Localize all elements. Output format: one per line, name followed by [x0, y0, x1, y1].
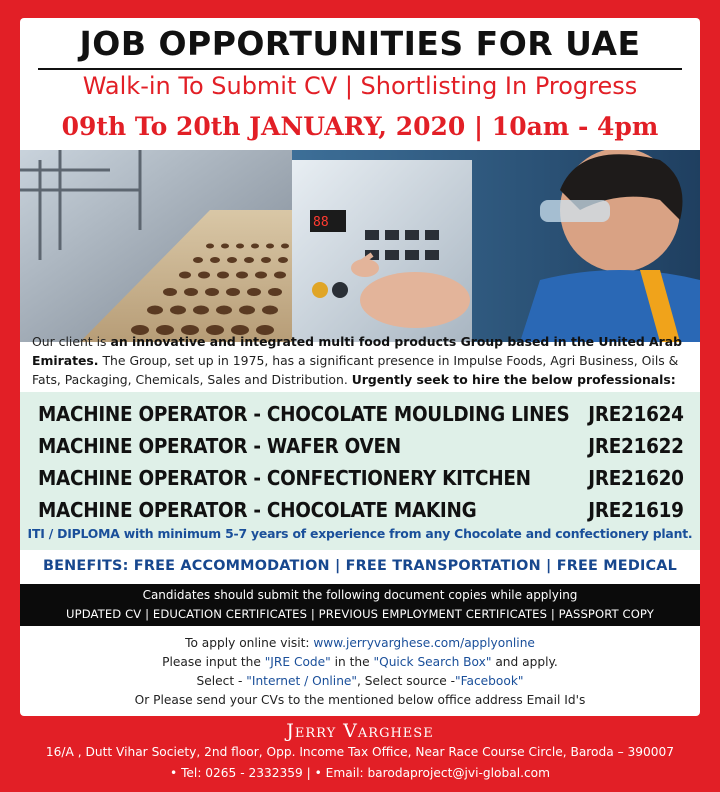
apply-online-link[interactable]: www.jerryvarghese.com/applyonline [313, 636, 535, 650]
jre-code-label: "JRE Code" [264, 655, 331, 669]
factory-illustration [20, 150, 700, 342]
intro-bold-1: an innovative and integrated multi food products Group based in the United Arab Emirates. [32, 334, 682, 368]
documents-intro: Candidates should submit the following document copies while applying [142, 588, 578, 602]
benefits-line: BENEFITS: FREE ACCOMMODATION | FREE TRANSPORTATION | FREE MEDICAL [42, 558, 678, 574]
job-row [38, 434, 684, 464]
job-title: MACHINE OPERATOR - WAFER OVEN [38, 434, 401, 458]
job-code: JRE21619 [588, 498, 684, 522]
contact-details: • Tel: 0265 - 2332359 | • Email: barodaproject@jvi-global.com [170, 766, 550, 780]
quick-search-label: "Quick Search Box" [373, 655, 492, 669]
client-description [32, 332, 688, 389]
intro-text-1: Our client is [32, 334, 111, 349]
poster-title: JOB OPPORTUNITIES FOR UAE [79, 24, 641, 63]
job-code: JRE21624 [588, 402, 684, 426]
apply-text: in the [330, 655, 374, 669]
factory-hero-image [20, 150, 700, 342]
intro-bold-2: Urgently seek to hire the below professionals: [351, 372, 676, 387]
poster-subtitle: Walk-in To Submit CV | Shortlisting In Progress [82, 72, 638, 100]
documents-banner [20, 584, 700, 626]
facebook-source-label: "Facebook" [455, 674, 524, 688]
apply-text: , Select source - [357, 674, 455, 688]
job-title: MACHINE OPERATOR - CHOCOLATE MAKING [38, 498, 477, 522]
apply-text: Please input the [162, 655, 265, 669]
job-poster-card [20, 18, 700, 716]
qualification-requirement: ITI / DIPLOMA with minimum 5-7 years of experience from any Chocolate and confectionery plant. [27, 526, 693, 541]
job-row [38, 402, 684, 432]
job-code: JRE21620 [588, 466, 684, 490]
job-list [20, 392, 700, 550]
company-brand: Jerry Varghese [286, 720, 434, 742]
job-code: JRE21622 [588, 434, 684, 458]
apply-text: and apply. [491, 655, 558, 669]
office-address: 16/A , Dutt Vihar Society, 2nd floor, Opp. Income Tax Office, Near Race Course Circle, Baroda – 390007 [45, 745, 675, 759]
job-row [38, 498, 684, 528]
intro-text-2: The Group, set up in 1975, has a significant presence in Impulse Foods, Agri Business, Oils & Fats, Packaging, Chemicals, Sales and Distribution. [32, 353, 679, 387]
apply-text: Select - [196, 674, 247, 688]
title-divider [38, 68, 682, 70]
internet-online-label: "Internet / Online" [246, 674, 358, 688]
source-select-line [20, 672, 700, 691]
jre-code-line [20, 653, 700, 672]
job-row [38, 466, 684, 496]
job-title: MACHINE OPERATOR - CHOCOLATE MOULDING LINES [38, 402, 570, 426]
apply-instructions [20, 634, 700, 710]
email-cv-line: Or Please send your CVs to the mentioned below office address Email Id's [134, 693, 586, 707]
apply-visit-label: To apply online visit: [185, 636, 314, 650]
svg-text:88: 88 [313, 215, 329, 230]
apply-online-line [20, 634, 700, 653]
job-title: MACHINE OPERATOR - CONFECTIONERY KITCHEN [38, 466, 531, 490]
walkin-dates: 09th To 20th JANUARY, 2020 | 10am - 4pm [61, 112, 659, 141]
documents-list: UPDATED CV | EDUCATION CERTIFICATES | PREVIOUS EMPLOYMENT CERTIFICATES | PASSPORT COPY [66, 607, 654, 621]
